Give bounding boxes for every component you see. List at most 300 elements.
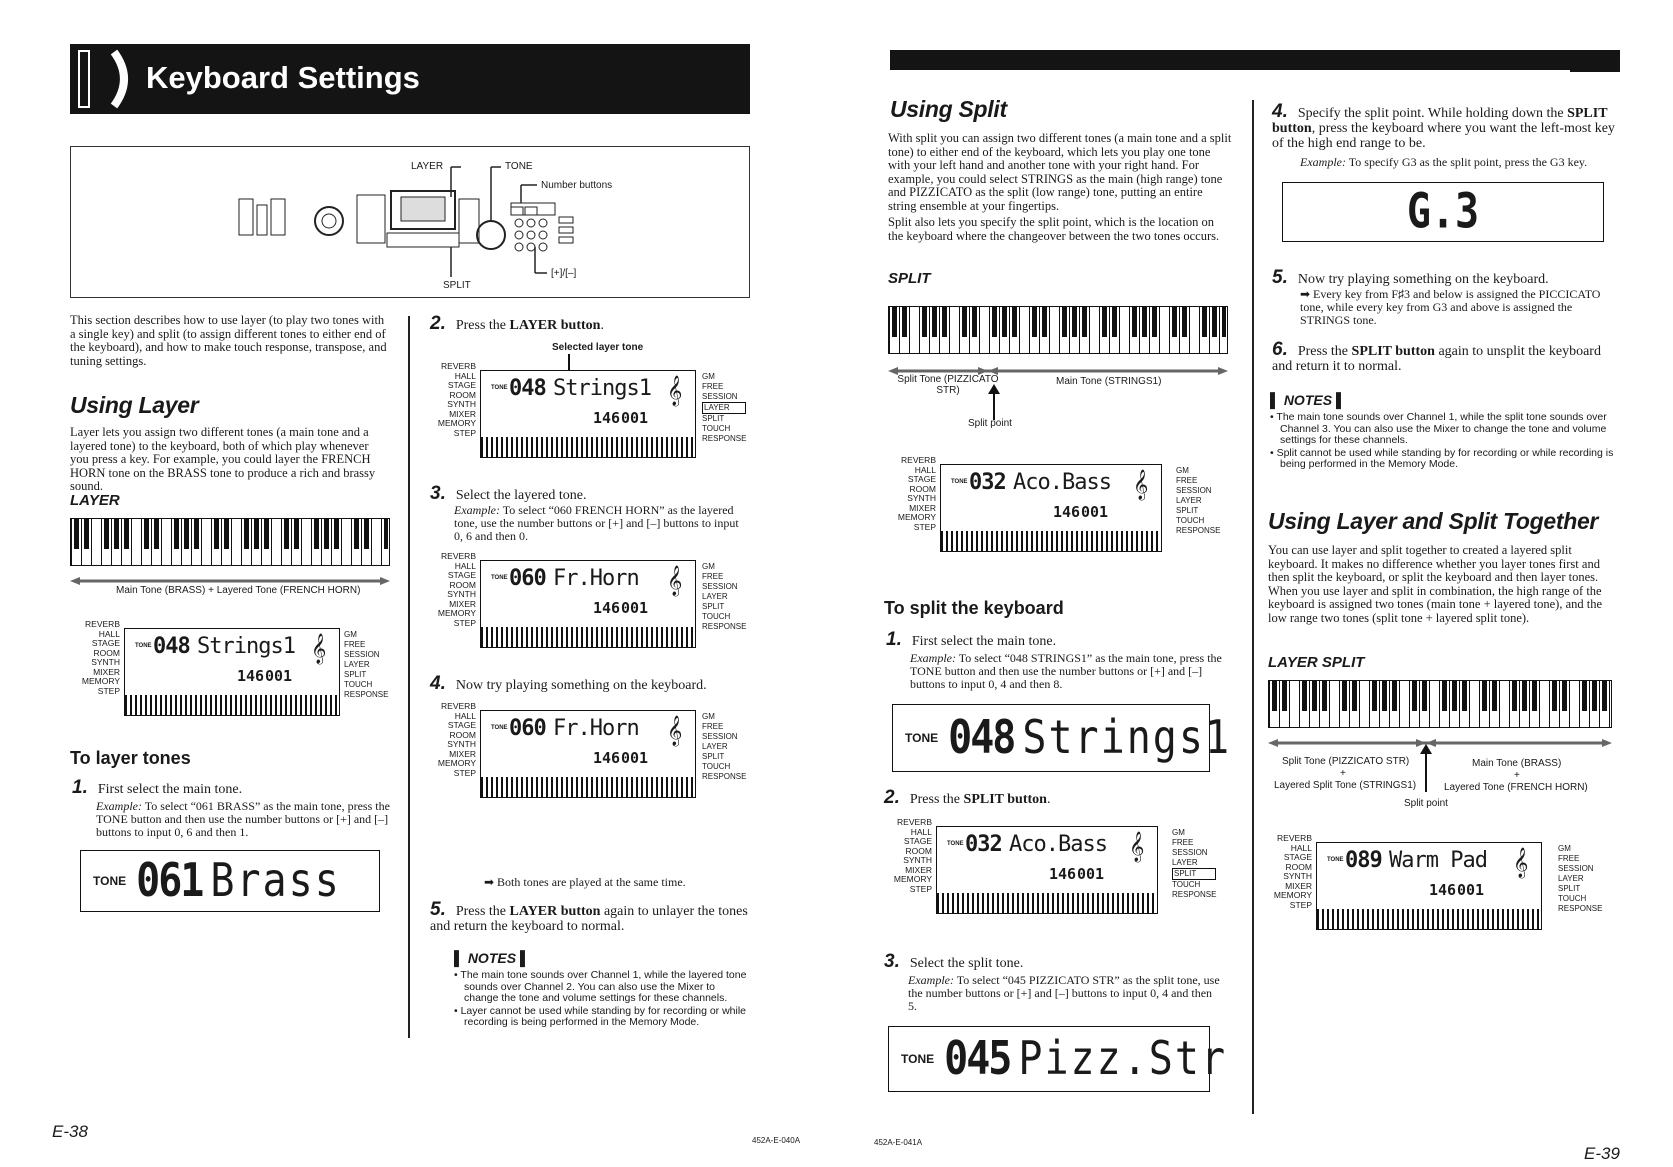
lcd-tone-label: TONE (1327, 857, 1344, 863)
lcd-tone-label: TONE (491, 575, 508, 581)
lcd-lbl: STEP (453, 767, 476, 778)
lcd-tempo: 146 (593, 749, 621, 767)
lcd-key-strip (941, 531, 1160, 551)
lcd-tone-name: Strings1 (197, 634, 295, 659)
tone-label: TONE (901, 1052, 935, 1066)
lcd-lbl: REVERB (897, 817, 932, 827)
selected-layer-tone-label: Selected layer tone (552, 342, 644, 353)
lcd-lbl: STAGE (903, 836, 932, 846)
lcd-rlbl: GM (344, 630, 357, 639)
layer-step-5 (430, 899, 750, 934)
step-bold: SPLIT button (1272, 106, 1608, 136)
lcd-lbl: MIXER (1285, 880, 1312, 891)
notes-mark-icon: ▌ (1335, 392, 1346, 408)
split-step-4 (1272, 101, 1618, 151)
lcd-measure: 001 (1457, 881, 1485, 899)
lcd-lbl: STEP (913, 521, 936, 532)
example-text: To select “060 FRENCH HORN” as the layered tone, use the number buttons or [+] and [–] buttons to input 0, 6 and then 0. (454, 503, 739, 543)
lcd-lbl: MEMORY (437, 418, 476, 428)
lcd-lbl: STEP (453, 427, 476, 438)
lcd-rlbl: FREE SESSION (702, 382, 738, 401)
lcd-rlbl: SPLIT (344, 670, 367, 679)
example-text: To select “045 PIZZICATO STR” as the split tone, use the number buttons or [+] and [–] buttons to input 0, 4 and then 5. (908, 973, 1220, 1013)
lcd-rlbl: FREE SESSION (702, 722, 738, 741)
treble-clef-icon: 𝄞 (667, 715, 683, 745)
lcd-tempo: 146 (1049, 865, 1077, 883)
split-step-1 (886, 629, 1226, 650)
lcd-lbl: STAGE (1283, 852, 1312, 862)
step-post: , press the keyboard where you want the left-most key of the high end range to be. (1272, 121, 1615, 151)
note-text: The main tone sounds over Channel 1, while the split tone sounds over Channel 3. You can also use the Mixer to change the tone and volume settings for these channels. (1276, 411, 1607, 446)
split-tone-caption: Split Tone (PIZZICATO STR) (897, 374, 999, 396)
using-split-text-2: Split also lets you specify the split point, which is the location on the keyboard where the changeover between the two tones occurs. (888, 215, 1220, 243)
notes-mark-icon: ▌ (519, 950, 530, 966)
step-number: 3. (884, 951, 900, 972)
lcd-right-labels (344, 630, 390, 700)
lcd-rlbl: LAYER (1176, 496, 1202, 505)
lcd-lbl: STAGE (91, 638, 120, 648)
treble-clef-icon: 𝄞 (311, 633, 327, 663)
lcd-rlbl: LAYER (1172, 858, 1198, 867)
tone-name: Brass (210, 854, 341, 908)
lcd-tone-name: Fr.Horn (553, 716, 639, 741)
step-bold: LAYER button (509, 904, 601, 919)
treble-clef-icon: 𝄞 (667, 565, 683, 595)
ls-right-plus: + (1514, 770, 1520, 781)
step-post: . (1046, 792, 1051, 807)
layer-notes-heading (454, 950, 530, 966)
step-number: 1. (72, 777, 88, 798)
lcd-tone-name: Aco.Bass (1009, 832, 1107, 857)
lcd-key-strip (481, 437, 694, 457)
lcd-rlbl: GM (1172, 828, 1185, 837)
split-keyboard-bkeys (892, 307, 1226, 337)
lcd-rlbl: TOUCH RESPONSE (344, 680, 389, 699)
lcd-screen (936, 826, 1158, 914)
lcd-rlbl: SPLIT (702, 602, 725, 611)
lcd-screen (480, 560, 696, 648)
lcd-screen (940, 464, 1162, 552)
lcd-rlbl: GM (702, 562, 715, 571)
step-pre: Press the (455, 904, 510, 919)
layer-split-range-arrow (1268, 734, 1612, 742)
lcd-lbl: SYNTH (447, 589, 476, 599)
header-bar (70, 44, 750, 114)
lcd-rlbl-active: SPLIT (1172, 868, 1216, 880)
lcd-tone-number: 032 (969, 470, 1006, 495)
lcd-left-labels (436, 552, 476, 628)
lcd-rlbl: FREE SESSION (1172, 838, 1208, 857)
lcd-rlbl-active: LAYER (702, 402, 746, 414)
lcd-rlbl: LAYER (1558, 874, 1584, 883)
lcd-left-labels (436, 362, 476, 438)
step-post: . (600, 318, 604, 333)
lcd-tone-name: Aco.Bass (1013, 470, 1111, 495)
lcd-rlbl: TOUCH RESPONSE (702, 762, 747, 781)
note-item: • Layer cannot be used while standing by for recording or while recording is being performed in the Memory Mode. (454, 1004, 747, 1028)
lcd-lbl: ROOM (93, 647, 120, 658)
split-step-3-example (908, 974, 1224, 1013)
lcd-left-labels (892, 818, 932, 894)
lcd-tone-number: 060 (509, 566, 546, 591)
lcd-rlbl: FREE SESSION (344, 640, 380, 659)
together-text: You can use layer and split together to created a layered split keyboard. It makes no difference whether you layer tones first and then split the keyboard, or split the keyboard and then layer tones. When you use layer and split in combination, the high range of the keyboard is assigned two tones (main tone + layered tone), and the low range two tones (split tone + layered split tone). (1268, 543, 1603, 625)
column-divider (408, 316, 410, 1038)
tone-label: TONE (905, 731, 939, 745)
lcd-lbl: MEMORY (437, 608, 476, 618)
lcd-lbl: HALL (1290, 842, 1312, 853)
ls-left-caption-b: Layered Split Tone (STRINGS1) (1274, 780, 1417, 791)
lcd-rlbl: GM (702, 712, 715, 721)
layer-notes-list (454, 970, 750, 1030)
split-notes-heading (1270, 392, 1346, 408)
step-text: Now try playing something on the keyboard. (1297, 272, 1549, 287)
lcd-lbl: STEP (909, 883, 932, 894)
lcd-key-strip (481, 627, 694, 647)
instrument-diagram (70, 146, 750, 298)
ls-right-caption-b: Layered Tone (FRENCH HORN) (1444, 782, 1588, 793)
lcd-display-split-2 (892, 817, 1217, 918)
step-number: 2. (430, 313, 446, 334)
lcd-lbl: MEMORY (897, 512, 936, 522)
lcd-lbl: STEP (97, 685, 120, 696)
lcd-lbl: MIXER (909, 502, 936, 513)
lcd-rlbl: LAYER (702, 592, 728, 601)
lcd-right-labels (702, 562, 746, 632)
lcd-rlbl: TOUCH RESPONSE (1172, 880, 1217, 899)
step-pre: Press the (1297, 344, 1352, 359)
step-pre: Press the (909, 792, 964, 807)
step-number: 6. (1272, 339, 1288, 360)
lcd-screen (480, 370, 696, 458)
note-item: • Split cannot be used while standing by for recording or while recording is being performed in the Memory Mode. (1270, 446, 1614, 470)
split-step-3 (884, 951, 1224, 972)
example-text: To select “048 STRINGS1” as the main tone, press the TONE button and then use the number buttons or [+] and [–] buttons to input 0, 4 and then 8. (910, 651, 1222, 691)
tone-name: Strings1 (1022, 711, 1232, 765)
tone-display-pizz-str (888, 1026, 1228, 1092)
note-text: Split cannot be used while standing by for recording or while recording is being performed in the Memory Mode. (1276, 446, 1614, 470)
lcd-lbl: HALL (914, 464, 936, 475)
using-layer-heading: Using Layer (70, 392, 199, 418)
lcd-rlbl: SPLIT (1558, 884, 1581, 893)
treble-clef-icon: 𝄞 (1129, 831, 1145, 861)
layer-split-keyboard-bkeys (1272, 681, 1610, 711)
column-divider-right (1252, 100, 1254, 1114)
split-point-value: G.3 (1406, 184, 1480, 240)
diagram-split-label: SPLIT (443, 280, 471, 291)
lcd-lbl: REVERB (441, 701, 476, 711)
lcd-tone-label: TONE (491, 725, 508, 731)
tone-display-strings1 (892, 704, 1232, 772)
ls-split-point-arrow-icon (1420, 744, 1432, 792)
lcd-lbl: SYNTH (1283, 871, 1312, 881)
lcd-lbl: HALL (454, 370, 476, 381)
layer-label: LAYER (70, 492, 120, 509)
tone-number: 048 (948, 711, 1015, 765)
step-text: First select the main tone. (911, 634, 1057, 649)
treble-clef-icon: 𝄞 (667, 375, 683, 405)
lcd-lbl: ROOM (1285, 861, 1312, 872)
lcd-tone-name: Fr.Horn (553, 566, 639, 591)
lcd-lbl: STAGE (907, 474, 936, 484)
page-number-left: E-38 (52, 1122, 88, 1141)
step-number: 5. (430, 899, 446, 920)
lcd-lbl: MIXER (449, 748, 476, 759)
page-number-right: E-39 (1584, 1144, 1620, 1163)
lcd-lbl: MIXER (449, 598, 476, 609)
layer-split-label: LAYER SPLIT (1268, 654, 1365, 671)
tone-name: Pizz.Str (1018, 1032, 1228, 1086)
example-text: To specify G3 as the split point, press the G3 key. (1348, 155, 1588, 169)
lcd-measure: 001 (621, 599, 649, 617)
lcd-lbl: HALL (98, 628, 120, 639)
step-post: again to unlayer the tones and return the keyboard to normal. (430, 904, 748, 934)
lcd-tempo: 146 (237, 667, 265, 685)
split-point-arrow-icon (988, 384, 1000, 420)
using-layer-text: Layer lets you assign two different tones (a main tone and a layered tone) to the keyboard, both of which play whenever you press a key. For example, you could layer the FRENCH HORN tone on the BRASS tone to produce a rich and brassy sound. (70, 425, 376, 493)
split-point-display (1282, 182, 1604, 242)
lcd-tone-label: TONE (951, 479, 968, 485)
lcd-lbl: REVERB (1277, 833, 1312, 843)
lcd-rlbl: TOUCH RESPONSE (1176, 516, 1221, 535)
step-text: First select the main tone. (97, 782, 243, 797)
lcd-rlbl: TOUCH RESPONSE (702, 424, 747, 443)
note-item: • The main tone sounds over Channel 1, while the layered tone sounds over Channel 2. You can also use the Mixer to change the tone and volume settings for these channels. (454, 969, 747, 1004)
example-label: Example: (910, 651, 956, 665)
lcd-measure: 001 (265, 667, 293, 685)
lcd-lbl: REVERB (441, 361, 476, 371)
lcd-tone-number: 032 (965, 832, 1002, 857)
tone-display-brass (80, 850, 380, 912)
lcd-lbl: STAGE (447, 380, 476, 390)
lcd-rlbl: SPLIT (1176, 506, 1199, 515)
step-post: again to unsplit the keyboard and return it to normal. (1272, 344, 1601, 374)
lcd-measure: 001 (1081, 503, 1109, 521)
diagram-plusminus-label: [+]/[–] (551, 268, 577, 279)
treble-clef-icon: 𝄞 (1513, 847, 1529, 877)
lcd-tone-number: 048 (153, 634, 190, 659)
step-text: Select the split tone. (909, 956, 1024, 971)
example-label: Example: (908, 973, 954, 987)
lcd-measure: 001 (1077, 865, 1105, 883)
to-layer-heading: To layer tones (70, 748, 191, 768)
note-text: Layer cannot be used while standing by for recording or while recording is being performed in the Memory Mode. (460, 1004, 747, 1028)
example-text: To select “061 BRASS” as the main tone, press the TONE button and then use the number buttons or [+] and [–] buttons to input 0, 6 and then 1. (96, 799, 390, 839)
split-step-4-example (1300, 156, 1618, 169)
lcd-left-labels (1272, 834, 1312, 910)
lcd-lbl: SYNTH (447, 399, 476, 409)
lcd-lbl: STEP (1289, 899, 1312, 910)
lcd-rlbl: SPLIT (702, 414, 725, 423)
diagram-layer-label: LAYER (411, 161, 444, 172)
layer-step-4-result: ➡ Both tones are played at the same time. (484, 875, 686, 889)
lcd-tempo: 146 (1429, 881, 1457, 899)
lcd-lbl: MEMORY (437, 758, 476, 768)
lcd-lbl: MIXER (449, 408, 476, 419)
lcd-display-layer-split (1272, 834, 1602, 934)
lcd-lbl: REVERB (85, 619, 120, 629)
notes-mark-icon: ▌ (454, 950, 464, 966)
lcd-rlbl: LAYER (702, 742, 728, 751)
lcd-tone-number: 060 (509, 716, 546, 741)
lcd-key-strip (937, 893, 1156, 913)
lcd-lbl: SYNTH (447, 739, 476, 749)
lcd-right-labels (702, 372, 746, 444)
step-bold: LAYER button (509, 318, 601, 333)
note-text: The main tone sounds over Channel 1, while the layered tone sounds over Channel 2. You can also use the Mixer to change the tone and volume settings for these channels. (460, 969, 747, 1004)
step-number: 4. (430, 673, 446, 694)
lcd-rlbl: GM (1176, 466, 1189, 475)
lcd-screen (480, 710, 696, 798)
split-range-arrow (888, 362, 1228, 370)
lcd-tone-number: 089 (1345, 848, 1382, 873)
step-bold: SPLIT button (963, 792, 1047, 807)
lcd-lbl: REVERB (441, 551, 476, 561)
header-title: Keyboard Settings (146, 60, 420, 95)
notes-title: NOTES (467, 950, 517, 966)
split-point-caption: Split point (968, 418, 1012, 429)
lcd-right-labels (702, 712, 746, 782)
lcd-key-strip (481, 777, 694, 797)
lcd-rlbl: GM (702, 372, 715, 381)
layer-keyboard-caption: Main Tone (BRASS) + Layered Tone (FRENCH HORN) (116, 585, 361, 596)
lcd-lbl: SYNTH (907, 493, 936, 503)
layer-step-3-example (454, 504, 750, 543)
ls-left-caption-a: Split Tone (PIZZICATO STR) (1282, 756, 1410, 767)
notes-mark-icon: ▌ (1270, 392, 1280, 408)
tone-label: TONE (93, 874, 127, 888)
lcd-tempo: 146 (593, 599, 621, 617)
lcd-lbl: ROOM (449, 579, 476, 590)
lcd-left-labels (436, 702, 476, 778)
lcd-left-labels (896, 456, 936, 532)
lcd-rlbl: GM (1558, 844, 1571, 853)
split-notes-list (1270, 412, 1618, 472)
lcd-key-strip (1317, 909, 1540, 929)
lcd-rlbl: TOUCH RESPONSE (1558, 894, 1603, 913)
lcd-tone-name: Strings1 (553, 376, 651, 401)
lcd-tone-name: Warm Pad (1389, 848, 1487, 873)
lcd-rlbl: FREE SESSION (702, 572, 738, 591)
step-text: Now try playing something on the keyboard. (455, 678, 707, 693)
lcd-tone-label: TONE (491, 385, 508, 391)
ls-right-caption-a: Main Tone (BRASS) (1472, 758, 1562, 769)
tone-number: 045 (944, 1032, 1011, 1086)
lcd-lbl: MEMORY (1273, 890, 1312, 900)
tone-number: 061 (136, 854, 203, 908)
lcd-lbl: MEMORY (893, 874, 932, 884)
lcd-tone-number: 048 (509, 376, 546, 401)
lcd-lbl: ROOM (449, 389, 476, 400)
lcd-rlbl: FREE SESSION (1558, 854, 1594, 873)
treble-clef-icon: 𝄞 (1133, 469, 1149, 499)
layer-step-4 (430, 673, 750, 694)
step-pre: Press the (455, 318, 510, 333)
example-label: Example: (96, 799, 142, 813)
lcd-right-labels (1176, 466, 1220, 536)
lcd-lbl: ROOM (909, 483, 936, 494)
lcd-lbl: SYNTH (91, 657, 120, 667)
ls-left-plus: + (1340, 768, 1346, 779)
lcd-display-layer-3 (436, 552, 746, 652)
to-split-heading: To split the keyboard (884, 598, 1064, 618)
lcd-tone-label: TONE (135, 643, 152, 649)
lcd-rlbl: TOUCH RESPONSE (702, 612, 747, 631)
intro-text: This section describes how to use layer (to play two tones with a single key) and split (to assign different tones to either end of the keyboard), and how to make touch response, transpose, and tuning settings. (70, 313, 387, 368)
step-number: 2. (884, 787, 900, 808)
lcd-right-labels (1172, 828, 1216, 900)
step-number: 5. (1272, 267, 1288, 288)
using-split-text-1: With split you can assign two different tones (a main tone and a split tone) to either end of the keyboard, which lets you play one tone with your left hand and another tone with your right hand. For example, you could select STRINGS as the main (high range) tone and PIZZICATO as the split (low range) tone, putting an entire string ensemble at your fingertips. (888, 131, 1232, 213)
split-step-6 (1272, 339, 1618, 374)
together-heading: Using Layer and Split Together (1268, 508, 1599, 534)
lcd-screen (1316, 842, 1542, 930)
lcd-lbl: MEMORY (81, 676, 120, 686)
header-bracket-icon (76, 48, 136, 110)
lcd-lbl: ROOM (905, 845, 932, 856)
lcd-measure: 001 (621, 409, 649, 427)
step-pre: Specify the split point. While holding down the (1297, 106, 1568, 121)
layer-range-arrow (70, 572, 390, 580)
layer-step-3 (430, 483, 750, 504)
lcd-left-labels (80, 620, 120, 696)
lcd-lbl: MIXER (905, 864, 932, 875)
right-header-tab (1570, 58, 1620, 72)
layer-step-1 (72, 777, 392, 798)
step-number: 1. (886, 629, 902, 650)
example-label: Example: (1300, 155, 1346, 169)
lcd-lbl: REVERB (901, 455, 936, 465)
lcd-lbl: STAGE (447, 720, 476, 730)
step-number: 4. (1272, 101, 1288, 122)
note-item: • The main tone sounds over Channel 1, while the split tone sounds over Channel 3. You can also use the Mixer to change the tone and volume settings for these channels. (1270, 411, 1607, 446)
notes-title: NOTES (1283, 392, 1333, 408)
lcd-lbl: HALL (454, 560, 476, 571)
doc-code-left: 452A-E-040A (752, 1136, 801, 1145)
lcd-lbl: STEP (453, 617, 476, 628)
split-label: SPLIT (888, 270, 931, 287)
split-step-5-result: ➡ Every key from F♯3 and below is assigned the PICCICATO tone, while every key from G3 and above is assigned the STRINGS tone. (1300, 287, 1601, 327)
diagram-number-buttons-label: Number buttons (541, 180, 613, 191)
step-bold: SPLIT button (1351, 344, 1435, 359)
lcd-right-labels (1558, 844, 1602, 914)
lcd-measure: 001 (621, 749, 649, 767)
lcd-rlbl: SPLIT (702, 752, 725, 761)
lcd-tone-label: TONE (947, 841, 964, 847)
split-step-5 (1272, 267, 1618, 288)
lcd-display-layer-4 (436, 702, 746, 802)
split-main-tone-caption: Main Tone (STRINGS1) (1056, 376, 1162, 387)
lcd-lbl: ROOM (449, 729, 476, 740)
lcd-screen (124, 628, 340, 716)
lcd-lbl: SYNTH (903, 855, 932, 865)
split-step-2 (884, 787, 1224, 808)
step-number: 3. (430, 483, 446, 504)
lcd-lbl: HALL (454, 710, 476, 721)
diagram-tone-label: TONE (505, 161, 533, 172)
example-label: Example: (454, 503, 500, 517)
step-text: Select the layered tone. (455, 488, 587, 503)
split-step-1-example (910, 652, 1226, 691)
lcd-display-layer-1 (80, 620, 390, 720)
layer-step-2 (430, 313, 750, 334)
lcd-rlbl: FREE SESSION (1176, 476, 1212, 495)
lcd-lbl: STAGE (447, 570, 476, 580)
lcd-rlbl: LAYER (344, 660, 370, 669)
lcd-key-strip (125, 695, 338, 715)
lcd-display-split-1 (896, 455, 1221, 556)
using-split-heading: Using Split (890, 96, 1007, 122)
